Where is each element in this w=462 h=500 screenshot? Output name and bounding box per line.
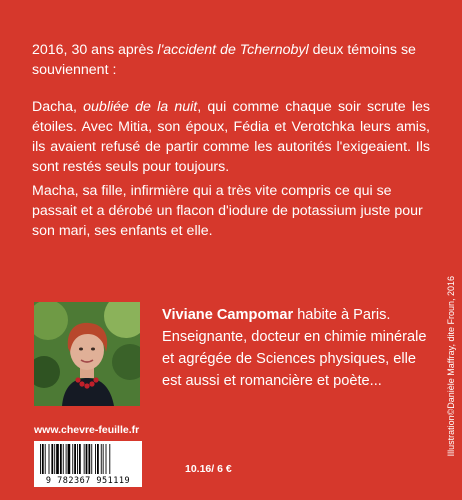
barcode-stripe	[74, 444, 76, 474]
author-name: Viviane Campomar	[162, 307, 294, 323]
barcode-stripe	[45, 444, 46, 474]
barcode-stripe	[86, 444, 88, 474]
price-label: 10.16/ 6 €	[185, 463, 232, 475]
barcode-stripe	[54, 444, 55, 474]
barcode-stripe	[42, 444, 44, 474]
illustration-credit: Illustration©Danièle Maffray, dite Froun, 2016	[446, 276, 456, 457]
intro-text: 2016, 30 ans après	[32, 42, 158, 58]
barcode-stripe	[109, 444, 110, 474]
barcode-stripe	[72, 444, 73, 474]
isbn-number: 9 782367 951119	[45, 476, 131, 486]
barcode-stripe	[51, 444, 53, 474]
dacha-paragraph	[32, 97, 430, 177]
barcode-stripe	[106, 444, 107, 474]
barcode-stripe	[49, 444, 50, 474]
barcode-stripe	[66, 444, 67, 474]
barcode-stripe	[103, 444, 104, 474]
barcode-stripe	[68, 444, 71, 474]
macha-paragraph: Macha, sa fille, infirmière qui a très vite compris ce qui se passait et a dérobé un flacon d'iodure de potassium juste pour son mari, ses enfants et elle.	[32, 183, 423, 239]
dacha-text-start: Dacha,	[32, 99, 84, 115]
barcode-stripe	[88, 444, 90, 474]
barcode-stripe	[56, 444, 59, 474]
barcode-stripe	[63, 444, 64, 474]
barcode-stripe	[40, 444, 41, 474]
barcode-stripe	[60, 444, 62, 474]
barcode-stripe	[95, 444, 96, 474]
barcode-stripe	[91, 444, 92, 474]
dacha-text-rest: , qui comme chaque soir scrute les étoiles. Avec Mitia, son époux, Fédia et Verotchka leurs amis, ils avaient refusé de partir comme les autorités l'exigeaient. Ils sont restés seuls pour toujours.	[32, 99, 430, 175]
barcode-stripe	[79, 444, 81, 474]
barcode-bars	[38, 444, 138, 474]
author-bio-text: habite à Paris. Enseignante, docteur en chimie minérale et agrégée de Sciences physiques, elle est aussi et romancière et poète...	[162, 307, 427, 389]
barcode-stripe	[84, 444, 85, 474]
author-photo	[34, 302, 140, 406]
barcode-stripe	[97, 444, 99, 474]
barcode-stripe	[77, 444, 78, 474]
intro-paragraph	[32, 40, 430, 80]
intro-text-rest: deux témoins se souviennent :	[32, 42, 416, 78]
dacha-italic-title: oubliée de la nuit	[83, 99, 198, 115]
intro-italic-title: l'accident de Tchernobyl	[157, 42, 309, 58]
barcode-stripe	[101, 444, 102, 474]
author-bio	[162, 304, 432, 392]
publisher-website[interactable]: www.chevre-feuille.fr	[34, 424, 140, 436]
isbn-barcode	[34, 441, 142, 487]
